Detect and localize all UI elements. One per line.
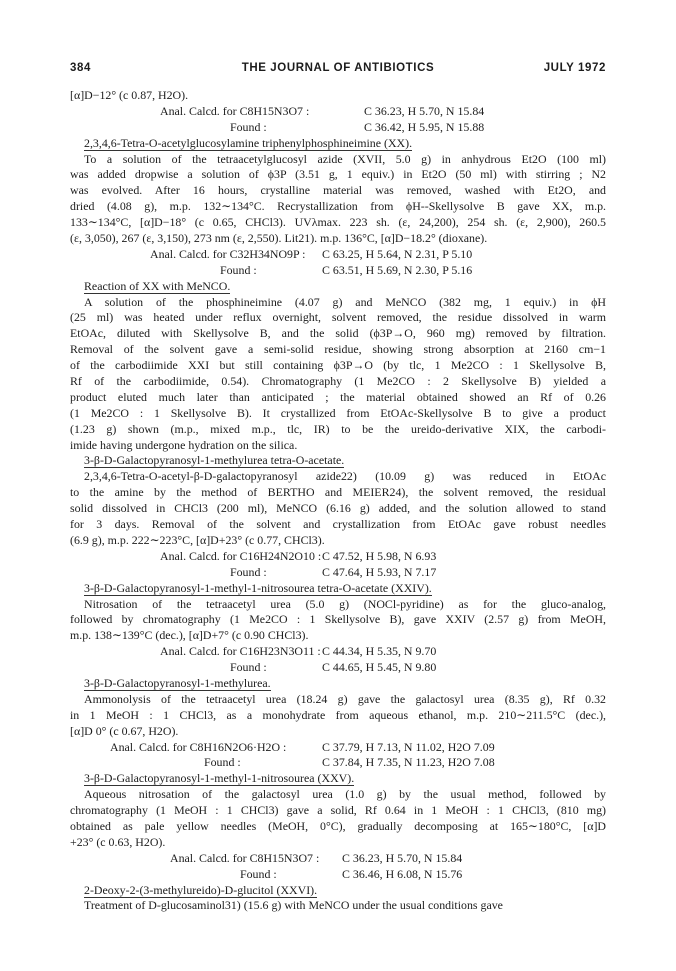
text-line: product eluted much later than anticipated ; the material obtained showed an Rf of 0.26 xyxy=(70,389,606,404)
analysis-calcd xyxy=(70,644,606,660)
text-line: to the amine by the method of BERTHO and MEIER24), the solvent removed, the residual xyxy=(70,485,606,500)
text-line: imide having undergone hydration on the silica. xyxy=(70,437,298,452)
text-line: chromatography (1 MeOH : 1 CHCl3) gave a solid, Rf 0.64 in 1 MeOH : 1 CHCl3, (810 mg) xyxy=(70,803,606,818)
analysis-values: C 63.25, H 5.64, N 2.31, P 5.10 xyxy=(322,246,473,261)
text-line: EtOAc, diluted with Skellysolve B, and the solid (ϕ3P→O, 960 mg) removed by filtration. xyxy=(70,326,606,341)
text-line: (25 ml) was heated under reflux overnight, solvent removed, the residue dissolved in warm xyxy=(70,310,606,325)
analysis-label: Anal. Calcd. for C32H34NO9P : xyxy=(150,246,306,261)
text-line: solid dissolved in CHCl3 (200 ml), MeNCO (6.16 g) added, and the solution allowed to stand xyxy=(70,501,606,516)
analysis-calcd xyxy=(70,851,606,867)
section-heading: 3-β-D-Galactopyranosyl-1-methylurea. xyxy=(84,675,271,690)
text-line: (1.23 g) shown (m.p., mixed m.p., tlc, IR) to be the ureido-derivative XIX, the carbodi- xyxy=(70,421,606,436)
text-line: for 3 days. Removal of the solvent and crystallization from EtOAc gave robust needles xyxy=(70,517,606,532)
analysis-values: C 47.52, H 5.98, N 6.93 xyxy=(322,548,437,563)
analysis-label: Anal. Calcd. for C8H16N2O6·H2O : xyxy=(110,739,287,754)
analysis-label: Anal. Calcd. for C8H15N3O7 : xyxy=(160,103,310,118)
analysis-calcd xyxy=(70,549,606,565)
section-heading: 2,3,4,6-Tetra-O-acetylglucosylamine triphenylphosphineimine (XX). xyxy=(84,135,413,150)
analysis-values: C 36.23, H 5.70, N 15.84 xyxy=(342,850,463,865)
text-line: Aqueous nitrosation of the galactosyl urea (1.0 g) by the usual method, followed by xyxy=(84,787,606,802)
analysis-calcd xyxy=(70,740,606,756)
analysis-values: C 37.79, H 7.13, N 11.02, H2O 7.09 xyxy=(322,739,495,754)
analysis-label: Found : xyxy=(230,660,267,675)
section-heading: 3-β-D-Galactopyranosyl-1-methyl-1-nitrosourea (XXV). xyxy=(84,771,355,786)
article-body xyxy=(70,88,606,914)
section-heading: 3-β-D-Galactopyranosyl-1-methyl-1-nitrosourea tetra-O-acetate (XXIV). xyxy=(84,580,432,595)
text-line: followed by chromatography (1 Me2CO : 1 Skellysolve B), gave XXIV (2.57 g) from MeOH, xyxy=(70,612,606,627)
analysis-found xyxy=(70,263,606,279)
analysis-label: Found : xyxy=(230,119,267,134)
analysis-values: C 44.65, H 5.45, N 9.80 xyxy=(322,660,437,675)
text-line: +23° (c 0.63, H2O). xyxy=(70,834,166,849)
issue-date: JULY 1972 xyxy=(543,62,606,74)
analysis-calcd xyxy=(70,104,606,120)
analysis-values: C 47.64, H 5.93, N 7.17 xyxy=(322,564,437,579)
text-line: (ε, 3,050), 267 (ε, 3,150), 273 nm (ε, 2,550). Lit21). m.p. 136°C, [α]D−18.2° (dioxane). xyxy=(70,231,488,246)
analysis-label: Found : xyxy=(220,262,257,277)
running-header xyxy=(70,62,606,78)
text-line: Ammonolysis of the tetraacetyl urea (18.24 g) gave the galactosyl urea (8.35 g), Rf 0.32 xyxy=(84,691,606,706)
text-line: dried (4.08 g), m.p. 132∼134°C. Recrystallization from ϕH--Skellysolve B gave XX, m.p. xyxy=(70,199,606,214)
section-heading: 2-Deoxy-2-(3-methylureido)-D-glucitol (XXVI). xyxy=(84,882,318,897)
analysis-values: C 44.34, H 5.35, N 9.70 xyxy=(322,644,437,659)
text-line: 133∼134°C, [α]D−18° (c 0.65, CHCl3). UVλmax. 223 sh. (ε, 24,200), 254 sh. (ε, 2,900), 260.5 xyxy=(70,215,606,230)
text-line: [α]D 0° (c 0.67, H2O). xyxy=(70,723,179,738)
text-line: To a solution of the tetraacetylglucosyl azide (XVII, 5.0 g) in anhydrous Et2O (100 ml) xyxy=(84,151,606,166)
text-line: Nitrosation of the tetraacetyl urea (5.0 g) (NOCl-pyridine) as for the gluco-analog, xyxy=(84,596,606,611)
text-line: was evolved. After 16 hours, crystalline material was removed, washed with Et2O, and xyxy=(70,183,606,198)
text-line: obtained as pale yellow needles (MeOH, 0°C), gradually decomposing at 165∼180°C, [α]D xyxy=(70,818,606,833)
analysis-label: Anal. Calcd. for C16H24N2O10 : xyxy=(160,548,322,563)
analysis-calcd xyxy=(70,247,606,263)
analysis-label: Found : xyxy=(240,866,277,881)
analysis-values: C 36.46, H 6.08, N 15.76 xyxy=(342,866,463,881)
analysis-label: Anal. Calcd. for C16H23N3O11 : xyxy=(160,644,321,659)
analysis-values: C 63.51, H 5.69, N 2.30, P 5.16 xyxy=(322,262,473,277)
section-heading: 3-β-D-Galactopyranosyl-1-methylurea tetra-O-acetate. xyxy=(84,453,345,468)
text-line: Treatment of D-glucosaminol31) (15.6 g) with MeNCO under the usual conditions gave xyxy=(84,898,503,913)
analysis-found xyxy=(70,565,606,581)
text-line: 2,3,4,6-Tetra-O-acetyl-β-D-galactopyranosyl azide22) (10.09 g) was reduced in EtOAc xyxy=(84,469,606,484)
text-line: was added dropwise a solution of ϕ3P (3.51 g, 1 equiv.) in Et2O (50 ml) with stirring ; N2 xyxy=(70,167,606,182)
analysis-label: Found : xyxy=(204,755,241,770)
analysis-found xyxy=(70,867,606,883)
text-line: Rf of the carbodiimide, 0.54). Chromatography (1 Me2CO : 2 Skellysolve B) yielded a xyxy=(70,374,606,389)
text-line: (1 Me2CO : 1 Skellysolve B). It crystallized from EtOAc-Skellysolve B to give a product xyxy=(70,405,606,420)
text-line: [α]D−12° (c 0.87, H2O). xyxy=(70,88,189,102)
text-line: in 1 MeOH : 1 CHCl3, as a monohydrate from aqueous ethanol, m.p. 210∼211.5°C (dec.), xyxy=(70,707,606,722)
section-heading: Reaction of XX with MeNCO. xyxy=(84,278,231,293)
analysis-label: Anal. Calcd. for C8H15N3O7 : xyxy=(170,850,320,865)
text-line: Removal of the solvent gave a semi-solid residue, showing strong absorption at 2160 cm−1 xyxy=(70,342,606,357)
text-line: m.p. 138∼139°C (dec.), [α]D+7° (c 0.90 CHCl3). xyxy=(70,628,309,643)
analysis-values: C 36.42, H 5.95, N 15.88 xyxy=(364,119,485,134)
analysis-found xyxy=(70,660,606,676)
analysis-values: C 36.23, H 5.70, N 15.84 xyxy=(364,103,485,118)
page-number: 384 xyxy=(70,62,91,74)
journal-title: THE JOURNAL OF ANTIBIOTICS xyxy=(241,62,435,74)
analysis-values: C 37.84, H 7.35, N 11.23, H2O 7.08 xyxy=(322,755,495,770)
text-line: of the carbodiimide XXI but still containing ϕ3P→O (by tlc, 1 Me2CO : 1 Skellysolve B, xyxy=(70,358,606,373)
analysis-label: Found : xyxy=(230,564,267,579)
text-line: A solution of the phosphineimine (4.07 g) and MeNCO (382 mg, 1 equiv.) in ϕH xyxy=(84,294,606,309)
text-line: (6.9 g), m.p. 222∼223°C, [α]D+23° (c 0.77, CHCl3). xyxy=(70,532,325,547)
analysis-found xyxy=(70,120,606,136)
analysis-found xyxy=(70,755,606,771)
